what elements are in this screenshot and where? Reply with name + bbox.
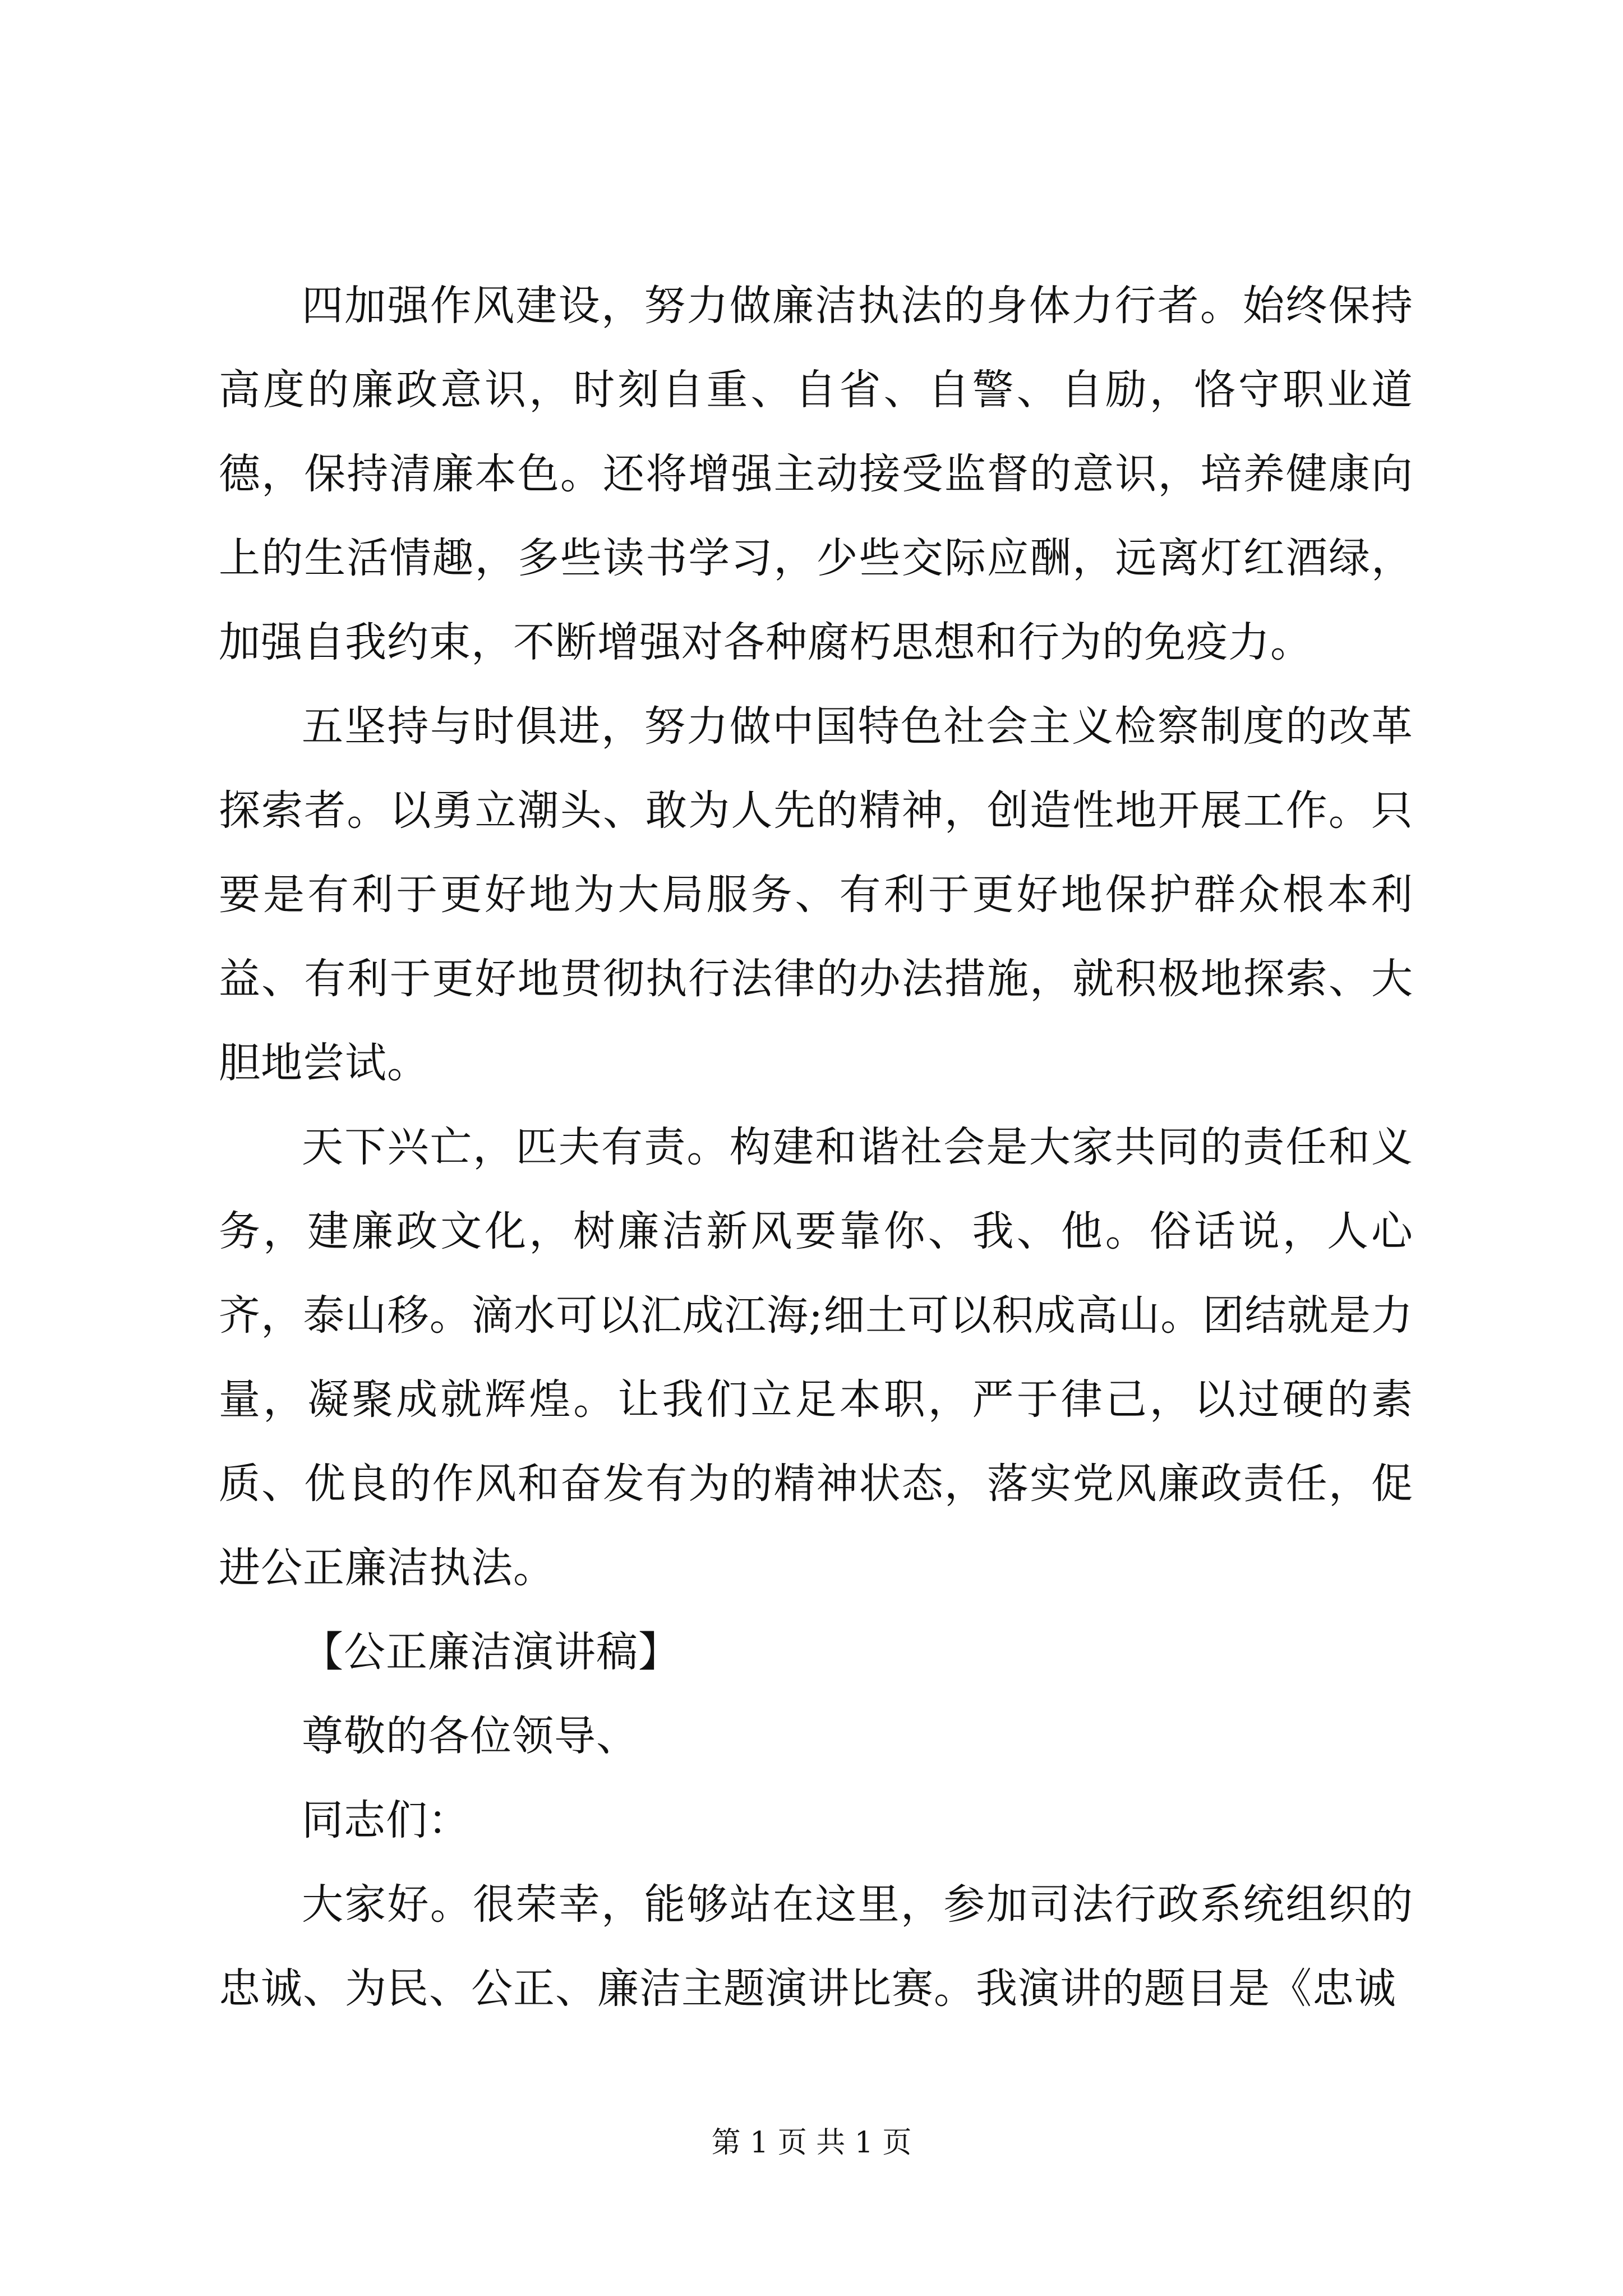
- paragraph-keep-pace: 五坚持与时俱进，努力做中国特色社会主义检察制度的改革探索者。以勇立潮头、敢为人先的精神，创造性地开展工作。只要是有利于更好地为大局服务、有利于更好地保护群众根本利益、有利于更好地贯彻执行法律的办法措施，就积极地探索、大胆地尝试。: [219, 702, 1413, 1087]
- section-heading: 【公正廉洁演讲稿】: [302, 1628, 680, 1676]
- paragraph-style-building: 四加强作风建设，努力做廉洁执法的身体力行者。始终保持高度的廉政意识，时刻自重、自省、自警、自励，恪守职业道德，保持清廉本色。还将增强主动接受监督的意识，培养健康向上的生活情趣，多些读书学习，少些交际应酬，远离灯红酒绿，加强自我约束，不断增强对各种腐朽思想和行为的免疫力。: [219, 282, 1413, 666]
- document-body: [219, 264, 1413, 2031]
- page-footer: 第 1 页 共 1 页: [711, 2126, 912, 2160]
- salutation-comrades: 同志们：: [302, 1796, 470, 1844]
- salutation-leaders: 尊敬的各位领导、: [302, 1712, 638, 1760]
- paragraph-greeting: 大家好。很荣幸，能够站在这里，参加司法行政系统组织的忠诚、为民、公正、廉洁主题演讲比赛。我演讲的题目是《忠诚: [219, 1880, 1413, 2013]
- paragraph-shared-responsibility: 天下兴亡，匹夫有责。构建和谐社会是大家共同的责任和义务，建廉政文化，树廉洁新风要靠你、我、他。俗话说，人心齐，泰山移。滴水可以汇成江海;细土可以积成高山。团结就是力量，凝聚成就辉煌。让我们立足本职，严于律己，以过硬的素质、优良的作风和奋发有为的精神状态，落实党风廉政责任，促进公正廉洁执法。: [219, 1123, 1413, 1592]
